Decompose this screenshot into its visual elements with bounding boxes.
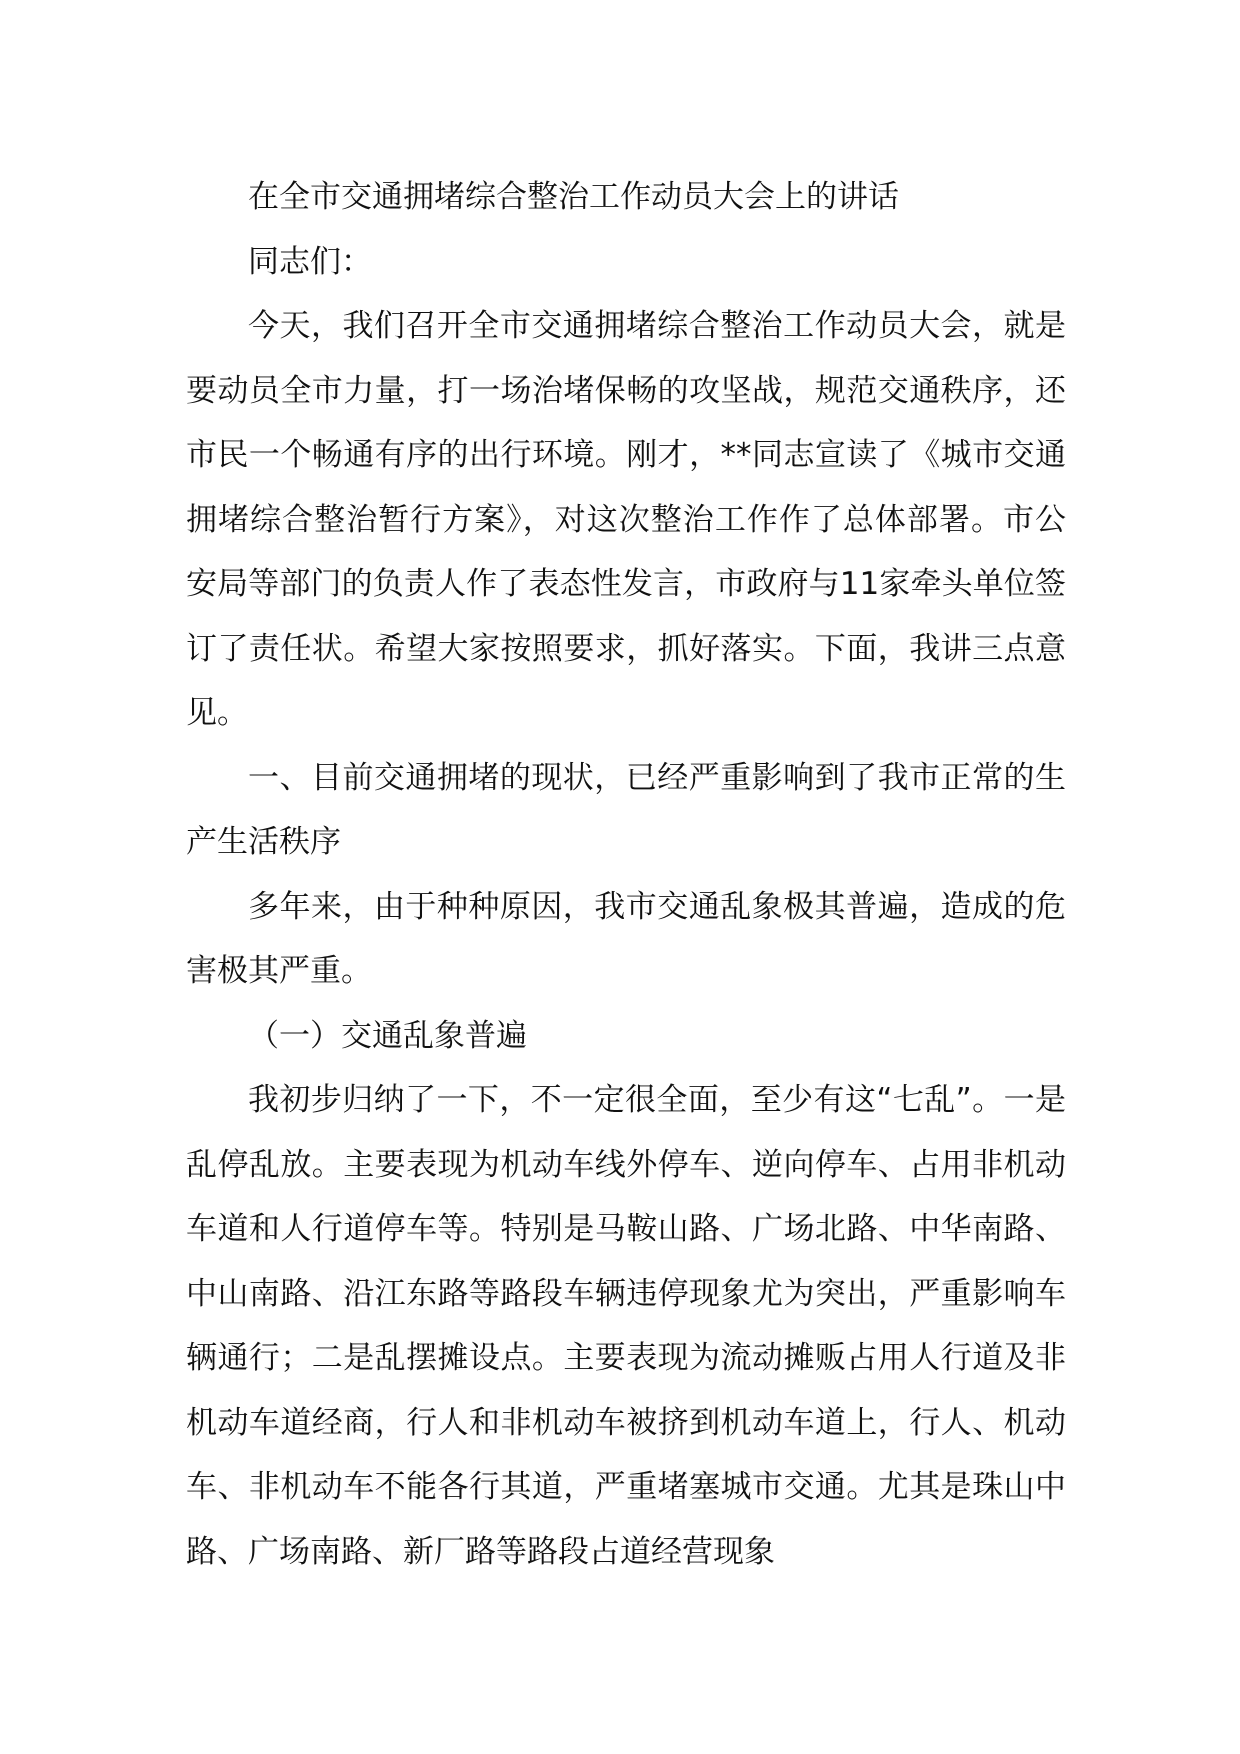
speech-title: 在全市交通拥堵综合整治工作动员大会上的讲话 [248,179,899,215]
speech-body [186,165,1066,1584]
section-intro-paragraph: 多年来，由于种种原因，我市交通乱象极其普遍，造成的危害极其严重。 [186,888,1066,989]
seven-chaos-paragraph: 我初步归纳了一下，不一定很全面，至少有这“七乱”。一是乱停乱放。主要表现为机动车线外停车、逆向停车、占用非机动车道和人行道停车等。特别是马鞍山路、广场北路、中华南路、中山南路、沿江东路等路段车辆违停现象尤为突出，严重影响车辆通行；二是乱摆摊设点。主要表现为流动摊贩占用人行道及非机动车道经商，行人和非机动车被挤到机动车道上，行人、机动车、非机动车不能各行其道，严重堵塞城市交通。尤其是珠山中路、广场南路、新厂路等路段占道经营现象 [186,1082,1066,1570]
greeting-paragraph: 同志们： [248,243,372,280]
section-heading-1: 一、目前交通拥堵的现状，已经严重影响到了我市正常的生产生活秩序 [186,759,1066,860]
subsection-heading-1: （一）交通乱象普遍 [248,1017,527,1054]
opening-paragraph: 今天，我们召开全市交通拥堵综合整治工作动员大会，就是要动员全市力量，打一场治堵保畅的攻坚战，规范交通秩序，还市民一个畅通有序的出行环境。刚才，**同志宣读了《城市交通拥堵综合整治暂行方案》，对这次整治工作作了总体部署。市公安局等部门的负责人作了表态性发言，市政府与11家牵头单位签订了责任状。希望大家按照要求，抓好落实。下面，我讲三点意见。 [186,308,1066,731]
